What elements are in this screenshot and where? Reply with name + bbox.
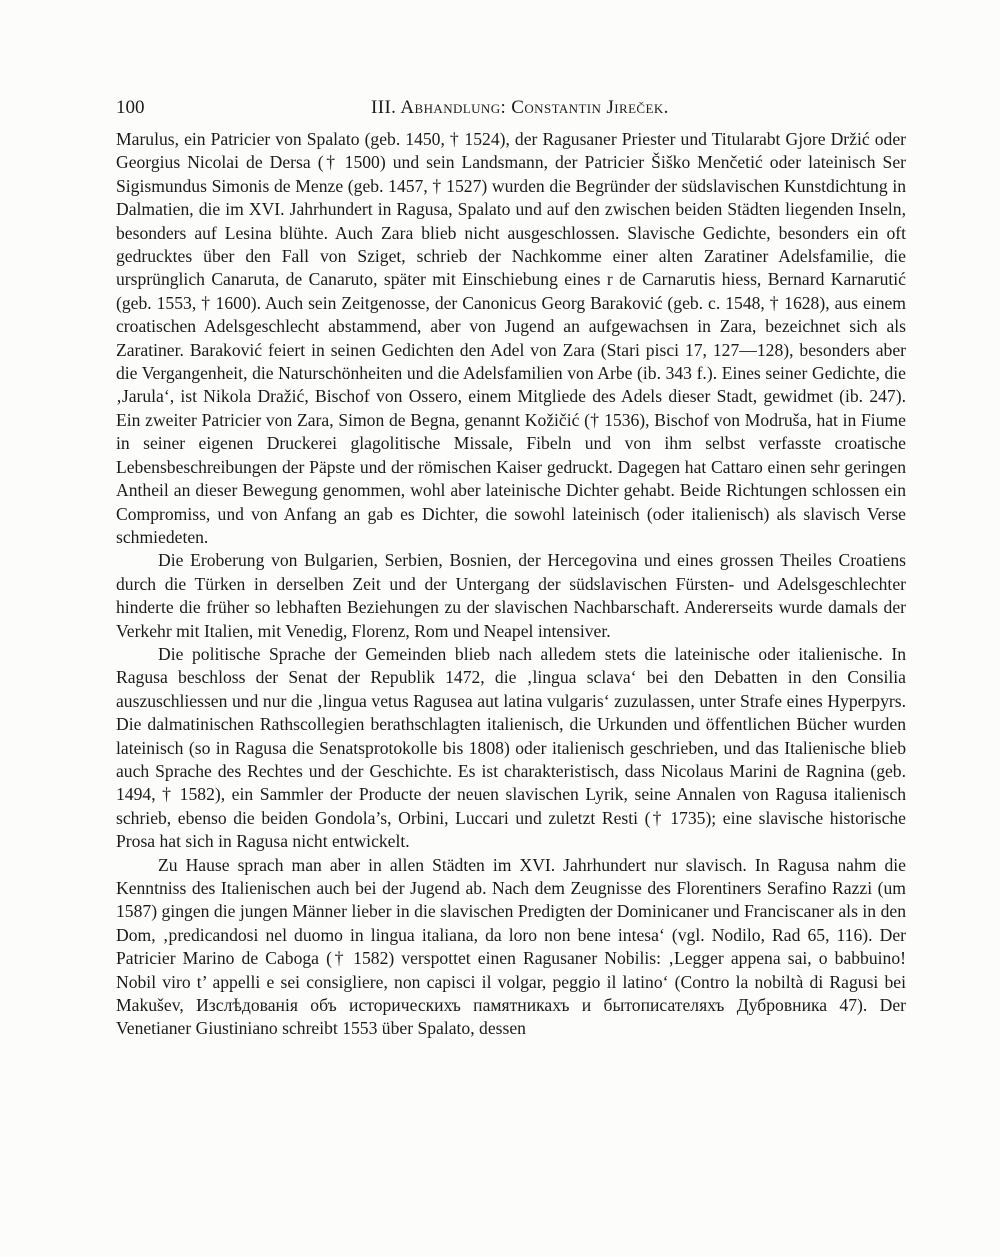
- page-header: [116, 97, 906, 123]
- paragraph-4: Zu Hause sprach man aber in allen Städten im XVI. Jahrhundert nur slavisch. In Ragusa nahm die Kenntniss des Italienischen auch bei der Jugend ab. Nach dem Zeugnisse des Florentiners Serafino Razzi (um 1587) gingen die jungen Männer lieber in die slavischen Predigten der Dominicaner und Franciscaner als in den Dom, ‚predicandosi nel duomo in lingua italiana, da loro non bene intesa‘ (vgl. Nodilo, Rad 65, 116). Der Patricier Marino de Caboga († 1582) verspottet einen Ragusaner Nobilis: ‚Legger appena sai, o babbuino! Nobil viro t’ appelli e sei consigliere, non capisci il volgar, peggio il latino‘ (Contro la nobiltà di Ragusi bei Makušev, Изслѣдованія объ историческихъ памятникахъ и бытописателяхъ Дубровника 47). Der Venetianer Giustiniano schreibt 1553 über Spalato, dessen: [116, 854, 906, 1039]
- body-text: [116, 128, 906, 1041]
- paragraph-3: Die politische Sprache der Gemeinden blieb nach alledem stets die lateinische oder italienische. In Ragusa beschloss der Senat der Republik 1472, die ‚lingua sclava‘ bei den Debatten in den Consilia auszuschliessen und nur die ‚lingua vetus Ragusea aut latina vulgaris‘ zuzulassen, unter Strafe eines Hyperpyrs. Die dalmatinischen Rathscollegien berathschlagten italienisch, die Urkunden und öffentlichen Bücher wurden lateinisch (so in Ragusa die Senatsprotokolle bis 1808) oder italienisch geschrieben, und das Italienische blieb auch Sprache des Rechtes und der Geschichte. Es ist charakteristisch, dass Nicolaus Marini de Ragnina (geb. 1494, † 1582), ein Sammler der Producte der neuen slavischen Lyrik, seine Annalen von Ragusa italienisch schrieb, ebenso die beiden Gondola’s, Orbini, Luccari und zuletzt Resti († 1735); eine slavische historische Prosa hat sich in Ragusa nicht entwickelt.: [116, 643, 906, 852]
- paragraph-1: Marulus, ein Patricier von Spalato (geb. 1450, † 1524), der Ragusaner Priester und Titularabt Gjore Držić oder Georgius Nicolai de Dersa († 1500) und sein Landsmann, der Patricier Šiško Menčetić oder lateinisch Ser Sigismundus Simonis de Menze (geb. 1457, † 1527) wurden die Begründer der südslavischen Kunstdichtung in Dalmatien, die im XVI. Jahrhundert in Ragusa, Spalato und auf den zwischen beiden Städten liegenden Inseln, besonders auf Lesina blühte. Auch Zara blieb nicht ausgeschlossen. Slavische Gedichte, besonders ein oft gedrucktes über den Fall von Sziget, schrieb der Nachkomme einer alten Zaratiner Adelsfamilie, die ursprünglich Canaruta, de Canaruto, später mit Einschiebung eines r de Carnarutis hiess, Bernard Karnarutić (geb. 1553, † 1600). Auch sein Zeitgenosse, der Canonicus Georg Baraković (geb. c. 1548, † 1628), aus einem croatischen Adelsgeschlecht abstammend, aber von Jugend an aufgewachsen in Zara, bezeichnet sich als Zaratiner. Baraković feiert in seinen Gedichten den Adel von Zara (Stari pisci 17, 127—128), besonders aber die Vergangenheit, die Naturschönheiten und die Adelsfamilien von Arbe (ib. 343 f.). Eines seiner Gedichte, die ‚Jarula‘, ist Nikola Dražić, Bischof von Ossero, einem Mitgliede des Adels dieser Stadt, gewidmet (ib. 247). Ein zweiter Patricier von Zara, Simon de Begna, genannt Kožičić († 1536), Bischof von Modruša, hat in Fiume in seiner eigenen Druckerei glagolitische Missale, Fibeln und von ihm selbst verfasste croatische Lebensbeschreibungen der Päpste und der römischen Kaiser gedruckt. Dagegen hat Cattaro einen sehr geringen Antheil an dieser Bewegung genommen, wohl aber lateinische Dichter gehabt. Beide Richtungen schlossen ein Compromiss, und von Anfang an gab es Dichter, die sowohl lateinisch (oder italienisch) als slavisch Verse schmiedeten.: [116, 129, 906, 547]
- running-head: III. Abhandlung: Constantin Jireček.: [371, 97, 669, 118]
- page-number: 100: [116, 97, 145, 118]
- paragraph-2: Die Eroberung von Bulgarien, Serbien, Bosnien, der Hercegovina und eines grossen Theiles Croatiens durch die Türken in derselben Zeit und der Untergang der südslavischen Fürsten- und Adelsgeschlechter hinderte die früher so lebhaften Beziehungen zu der slavischen Nachbarschaft. Andererseits wurde damals der Verkehr mit Italien, mit Venedig, Florenz, Rom und Neapel intensiver.: [116, 550, 906, 641]
